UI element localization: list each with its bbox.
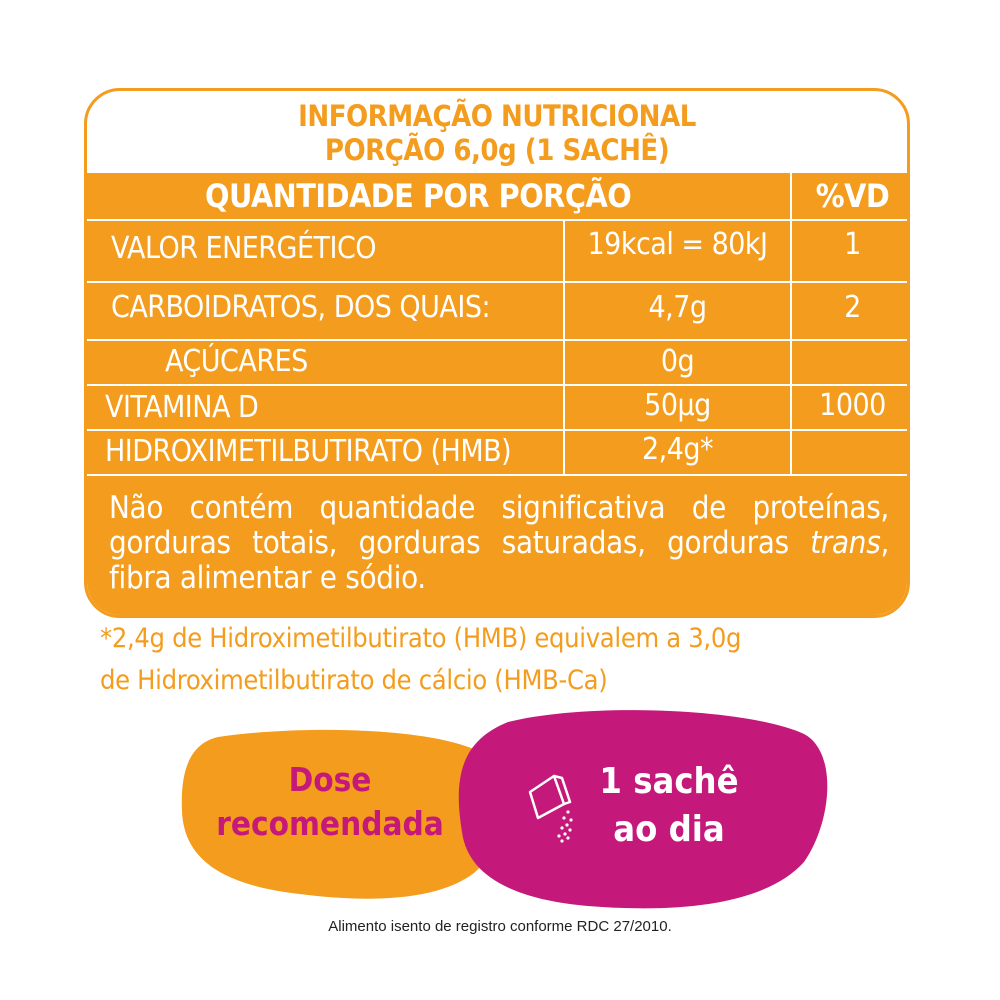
- table-divider: [87, 429, 910, 431]
- note-text-italic: trans: [810, 525, 881, 561]
- title-line-2: PORÇÃO 6,0g (1 SACHÊ): [324, 133, 670, 167]
- sachet-pouring-icon: [524, 772, 584, 844]
- row-vd: 2: [844, 290, 861, 325]
- row-quantity: 4,7g: [648, 290, 707, 325]
- table-divider: [87, 281, 910, 283]
- table-divider: [87, 339, 910, 341]
- nutrition-note: [109, 491, 889, 596]
- row-name: AÇÚCARES: [165, 344, 308, 379]
- dose-value: [584, 758, 754, 854]
- title-line-1: INFORMAÇÃO NUTRICIONAL: [298, 99, 696, 133]
- legal-disclaimer: Alimento isento de registro conforme RDC 27/2010.: [328, 918, 672, 935]
- dose-label-line-1: Dose: [288, 760, 372, 799]
- row-quantity: 0g: [660, 344, 695, 379]
- dose-value-line-2: ao dia: [613, 809, 725, 850]
- dose-value-line-1: 1 sachê: [599, 761, 739, 802]
- footnote-line-2: de Hidroximetilbutirato de cálcio (HMB-Ca): [100, 665, 608, 696]
- row-quantity: 50µg: [644, 388, 711, 423]
- nutrition-label: [84, 88, 910, 618]
- nutrition-title: [87, 99, 907, 167]
- column-header-quantity: QUANTIDADE POR PORÇÃO: [205, 177, 632, 215]
- column-header-vd: %VD: [815, 177, 890, 215]
- row-quantity: 2,4g*: [641, 432, 714, 467]
- row-name: VITAMINA D: [105, 390, 259, 425]
- note-text: Não contém quantidade significativa de proteínas, gorduras totais, gorduras saturadas, gorduras: [109, 490, 889, 561]
- row-name: HIDROXIMETILBUTIRATO (HMB): [105, 434, 512, 469]
- table-divider: [87, 474, 910, 476]
- footnote-line-1: *2,4g de Hidroximetilbutirato (HMB) equivalem a 3,0g: [100, 623, 742, 654]
- row-name: VALOR ENERGÉTICO: [111, 231, 377, 266]
- row-quantity: 19kcal = 80kJ: [587, 227, 768, 262]
- row-vd: 1000: [819, 388, 886, 423]
- dose-label-line-2: recomendada: [216, 804, 444, 843]
- table-divider: [87, 219, 910, 221]
- table-divider: [87, 384, 910, 386]
- row-name: CARBOIDRATOS, DOS QUAIS:: [111, 290, 491, 325]
- column-divider: [790, 173, 792, 474]
- dose-label: [200, 758, 460, 846]
- note-text-end: , fibra alimentar e sódio.: [109, 525, 889, 596]
- row-vd: 1: [844, 227, 861, 262]
